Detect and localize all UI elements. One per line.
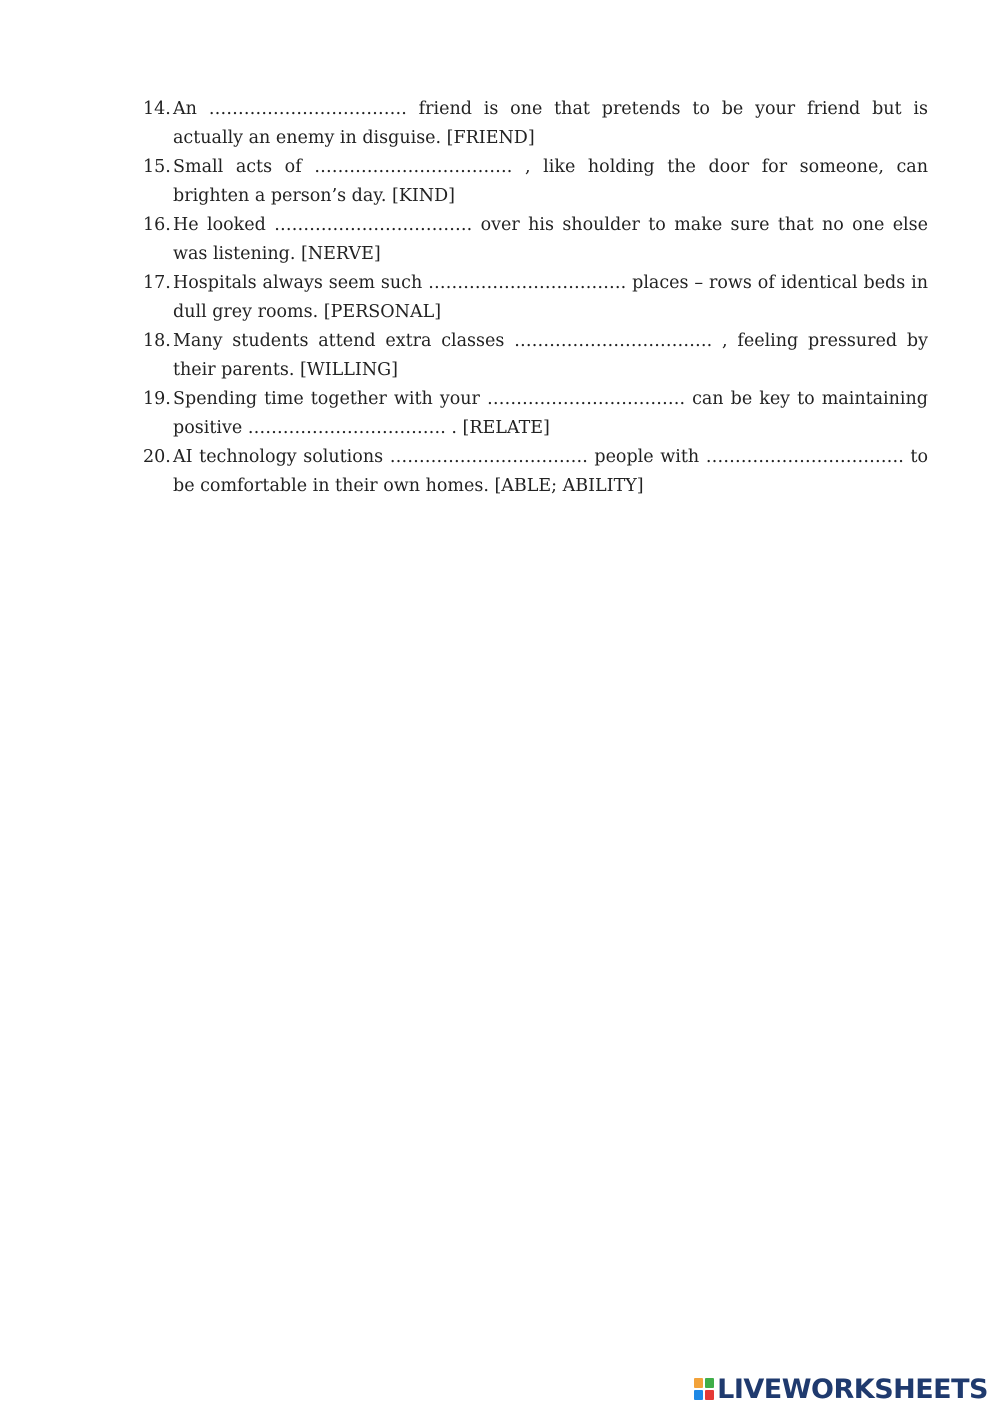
question-number: 15. <box>143 157 171 177</box>
question-18 <box>143 327 928 385</box>
question-text: places – rows of identical beds in dull grey rooms. [PERSONAL] <box>173 273 928 322</box>
answer-blank[interactable]: ……………………………. <box>247 418 446 438</box>
answer-blank[interactable]: ……………………………. <box>705 447 904 467</box>
question-number: 18. <box>143 331 171 351</box>
question-text: friend is one that pretends to be your friend but is actually an enemy in disguise. [FRIEND] <box>173 99 928 148</box>
question-number: 17. <box>143 273 171 293</box>
question-text: . [RELATE] <box>445 418 550 438</box>
question-16 <box>143 211 928 269</box>
answer-blank[interactable]: ……………………………. <box>486 389 686 409</box>
logo-text: LIVEWORKSHEETS <box>717 1373 988 1405</box>
question-19 <box>143 385 928 443</box>
question-text: over his shoulder to make sure that no one else was listening. [NERVE] <box>173 215 928 264</box>
answer-blank[interactable]: ……………………………. <box>428 273 627 293</box>
logo-square <box>694 1378 703 1388</box>
question-number: 20. <box>143 447 171 467</box>
answer-blank[interactable]: ……………………………. <box>389 447 588 467</box>
question-text: people with <box>587 447 706 467</box>
worksheet-questions <box>143 95 928 501</box>
question-text: Small acts of <box>173 157 315 177</box>
question-text: Hospitals always seem such <box>173 273 429 293</box>
question-14 <box>143 95 928 153</box>
question-text: to be comfortable in their own homes. [ABLE; ABILITY] <box>173 447 928 496</box>
question-text: can be key to maintaining positive <box>173 389 928 438</box>
logo-square <box>705 1390 714 1400</box>
question-text: AI technology solutions <box>173 447 390 467</box>
logo-squares-icon <box>694 1378 714 1400</box>
answer-blank[interactable]: ……………………………. <box>274 215 473 235</box>
question-number: 19. <box>143 389 171 409</box>
question-text: Spending time together with your <box>173 389 487 409</box>
logo-square <box>705 1378 714 1388</box>
question-text: He looked <box>173 215 275 235</box>
answer-blank[interactable]: ……………………………. <box>314 157 513 177</box>
question-text: , like holding the door for someone, can brighten a person’s day. [KIND] <box>173 157 928 206</box>
answer-blank[interactable]: ……………………………. <box>514 331 713 351</box>
question-number: 16. <box>143 215 171 235</box>
question-15 <box>143 153 928 211</box>
question-text: , feeling pressured by their parents. [WILLING] <box>173 331 928 380</box>
question-20 <box>143 443 928 501</box>
liveworksheets-logo <box>694 1372 988 1406</box>
question-text: An <box>173 99 209 119</box>
logo-square <box>694 1390 703 1400</box>
question-17 <box>143 269 928 327</box>
question-number: 14. <box>143 99 171 119</box>
answer-blank[interactable]: ……………………………. <box>208 99 407 119</box>
question-text: Many students attend extra classes <box>173 331 515 351</box>
